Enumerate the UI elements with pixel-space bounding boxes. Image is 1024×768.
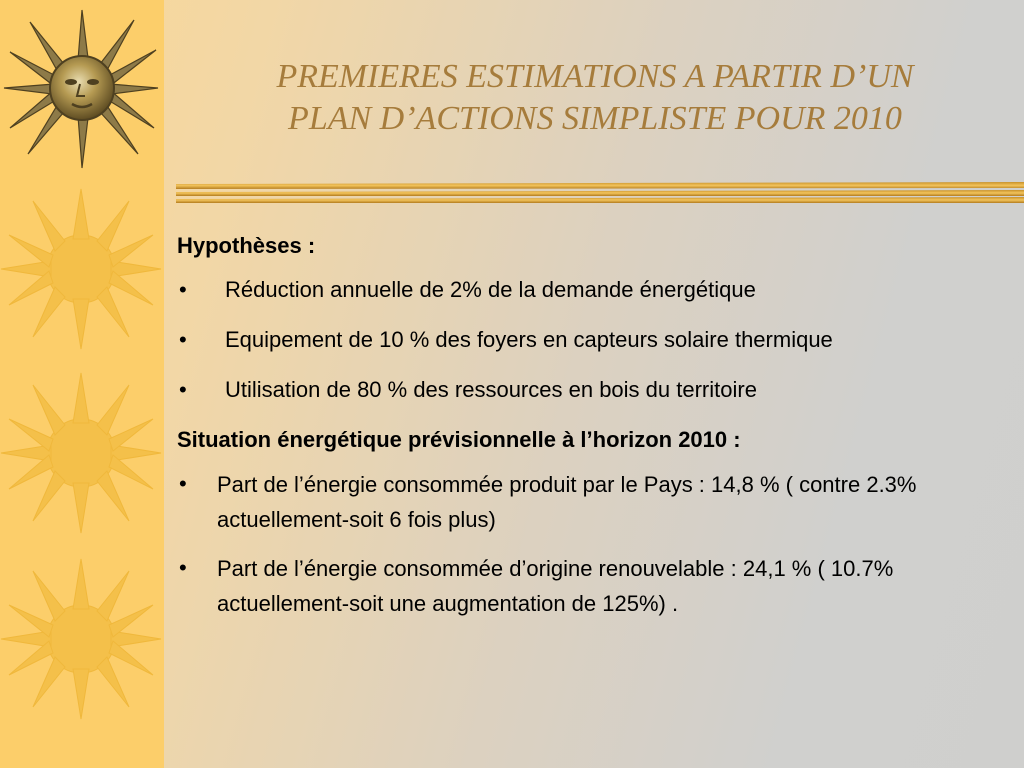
bullet: •: [179, 377, 187, 402]
decorative-sidebar: [0, 0, 164, 768]
sun-icon: [0, 370, 164, 536]
title-line-1: PREMIERES ESTIMATIONS A PARTIR D’UN: [276, 58, 914, 95]
list-item: [177, 373, 1017, 406]
bullet: •: [179, 555, 187, 580]
list-item: [177, 323, 1017, 356]
sun-icon: [0, 186, 164, 352]
situation-heading: Situation énergétique prévisionnelle à l’horizon 2010 :: [177, 427, 741, 452]
hypothesis-text: Réduction annuelle de 2% de la demande énergétique: [225, 277, 756, 302]
title-divider: [176, 180, 1024, 206]
bullet: •: [179, 471, 187, 496]
bullet: •: [179, 277, 187, 302]
hypotheses-heading: Hypothèses :: [177, 233, 316, 258]
sun-face-icon: [2, 2, 162, 172]
list-item: [177, 273, 1017, 306]
list-item: [177, 551, 1017, 621]
slide-body: [177, 229, 1017, 635]
situation-text: Part de l’énergie consommée d’origine renouvelable : 24,1 % ( 10.7% actuellement-soit une augmentation de 125%) .: [217, 556, 894, 616]
sun-icon: [0, 556, 164, 722]
list-item: [177, 467, 1017, 537]
hypothesis-text: Utilisation de 80 % des ressources en bois du territoire: [225, 377, 757, 402]
hypothesis-text: Equipement de 10 % des foyers en capteurs solaire thermique: [225, 327, 833, 352]
slide-title: [180, 56, 1010, 140]
situation-text: Part de l’énergie consommée produit par le Pays : 14,8 % ( contre 2.3% actuellement-soit 6 fois plus): [217, 472, 917, 532]
bullet: •: [179, 327, 187, 352]
title-line-2: PLAN D’ACTIONS SIMPLISTE POUR 2010: [288, 100, 902, 137]
